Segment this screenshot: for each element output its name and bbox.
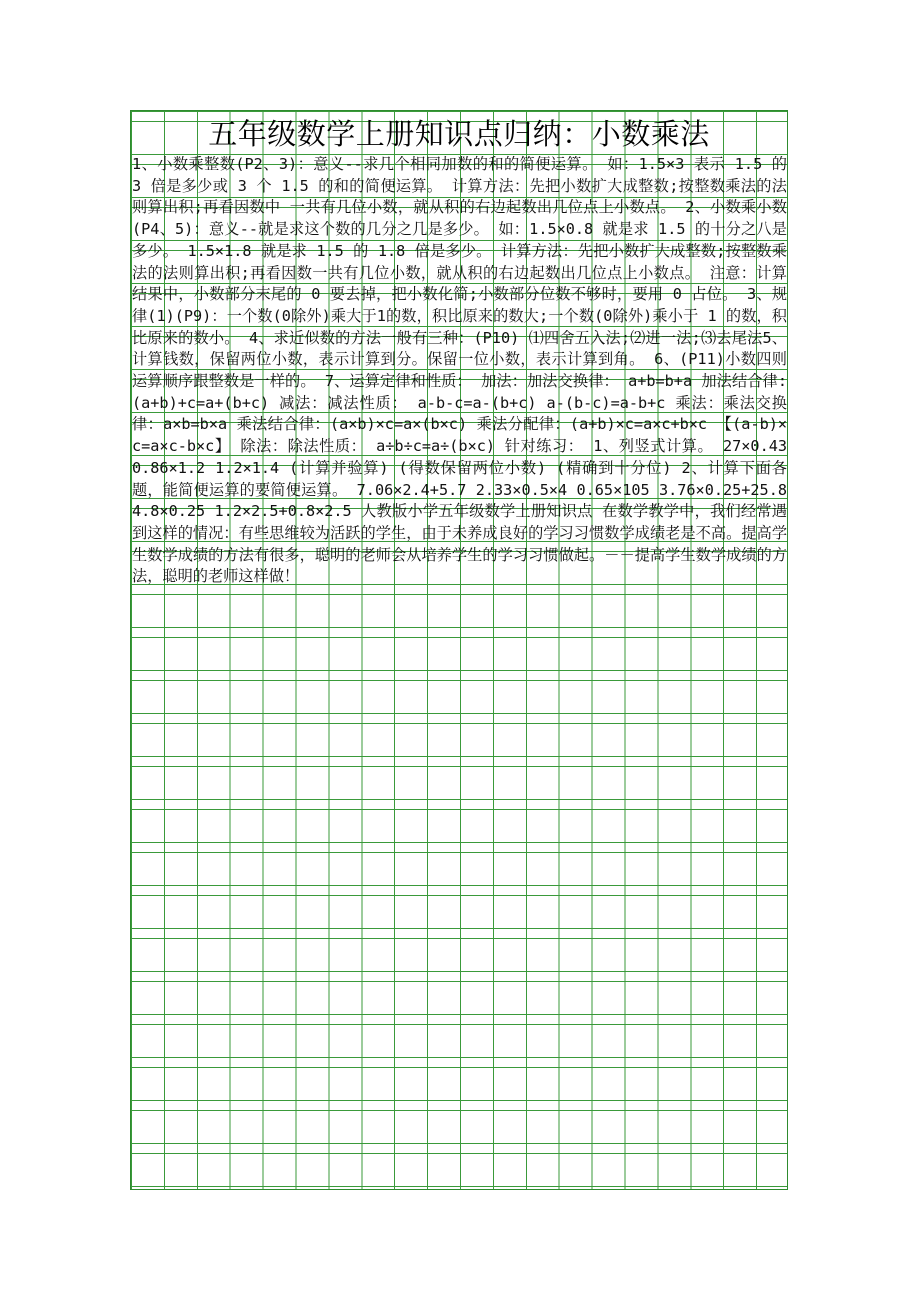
document-body-text: 1、小数乘整数(P2、3)：意义--求几个相同加数的和的简便运算。 如：1.5×3 表示 1.5 的 3 倍是多少或 3 个 1.5 的和的简便运算。 计算方法：先把小数扩大成整数;按整数乘法的法则算出积;再看因数中 一共有几位小数，就从积的右边起数出几位点上小数点。 2、小数乘小数(P4、5)：意义--就是求这个数的几分之几是多少。 如：1.5×0.8 就是求 1.5 的十分之八是多少。 1.5×1.8 就是求 1.5 的 1.8 倍是多少。 计算方法：先把小数扩大成整数;按整数乘法的法则算出积;再看因数一共有几位小数，就从积的右边起数出几位点上小数点。 注意：计算结果中，小数部分末尾的 0 要去掉，把小数化简;小数部分位数不够时，要用 0 占位。 3、规律(1)(P9)：一个数(0除外)乘大于1的数，积比原来的数大;一个数(0除外)乘小于 1 的数，积比原来的数小。 4、求近似数的方法一般有三种：(P10) ⑴四舍五入法;⑵进一法;⑶去尾法5、计算钱数，保留两位小数，表示计算到分。保留一位小数，表示计算到角。 6、(P11)小数四则运算顺序跟整数是一样的。 7、运算定律和性质： 加法：加法交换律： a+b=b+a 加法结合律:(a+b)+c=a+(b+c) 减法：减法性质： a-b-c=a-(b+c) a-(b-c)=a-b+c 乘法：乘法交换律：a×b=b×a 乘法结合律：(a×b)×c=a×(b×c) 乘法分配律：(a+b)×c=a×c+b×c 【(a-b)×c=a×c-b×c】 除法：除法性质： a÷b÷c=a÷(b×c) 针对练习： 1、列竖式计算。 27×0.43 0.86×1.2 1.2×1.4 (计算并验算) (得数保留两位小数) (精确到十分位) 2、计算下面各题，能简便运算的要简便运算。 7.06×2.4+5.7 2.33×0.5×4 0.65×105 3.76×0.25+25.8 4.8×0.25 1.2×2.5+0.8×2.5 人教版小学五年级数学上册知识点 在数学教学中，我们经常遇到这样的情况：有些思维较为活跃的学生，由于未养成良好的学习习惯数学成绩老是不高。提高学生数学成绩的方法有很多，聪明的老师会从培养学生的学习习惯做起。－－提高学生数学成绩的方法，聪明的老师这样做！ bbox=[132, 155, 787, 586]
document-content bbox=[130, 110, 788, 588]
document-title: 五年级数学上册知识点归纳：小数乘法 bbox=[208, 117, 710, 151]
